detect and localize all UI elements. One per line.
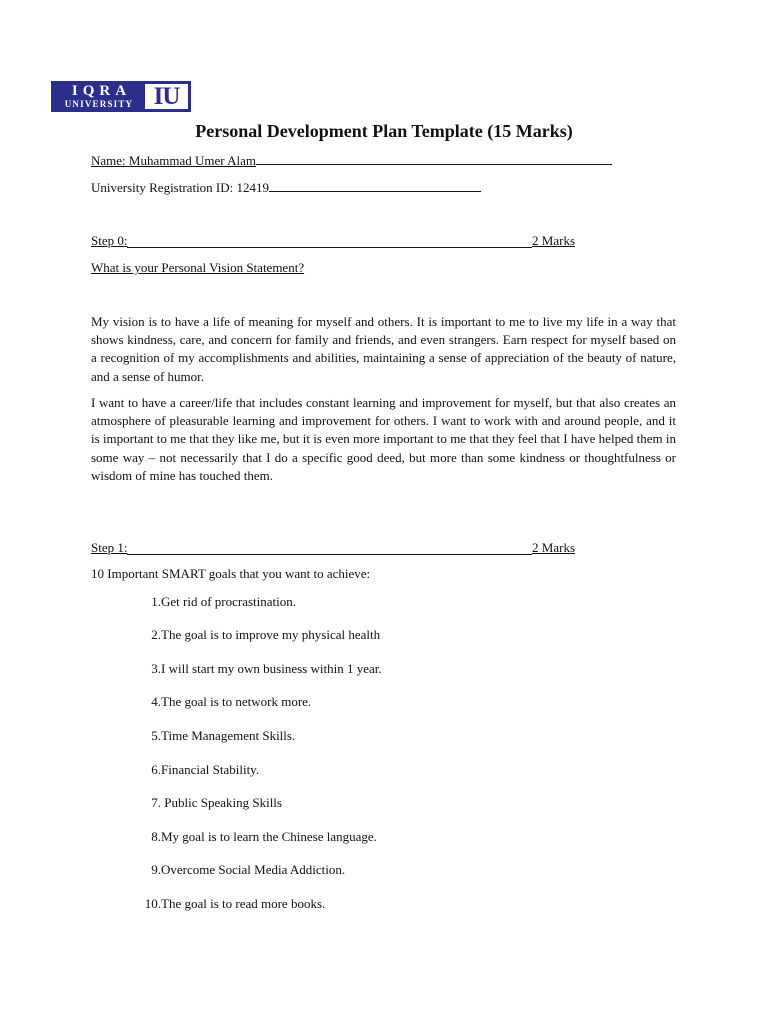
- goal-number: 8.: [151, 829, 161, 844]
- step0-question: What is your Personal Vision Statement?: [91, 260, 305, 275]
- goal-item: [131, 661, 382, 677]
- goal-text: Overcome Social Media Addiction.: [161, 862, 346, 877]
- step0-row: [91, 233, 575, 249]
- goal-number: 1.: [151, 594, 161, 609]
- step1-marks: 2 Marks: [532, 540, 575, 555]
- name-label: Name: Muhammad Umer Alam: [91, 153, 256, 168]
- goal-text: Time Management Skills.: [161, 728, 296, 743]
- step0-label: Step 0:: [91, 233, 128, 248]
- vision-paragraph-1: My vision is to have a life of meaning for myself and others. It is important to me to live my life in a way that shows kindness, care, and concern for family and friends, and even strangers. Earn respect for myself based on a recognition of my accomplishments and abilities, maintaining a sense of appreciation of the beauty of nature, and a sense of humor.: [91, 314, 676, 384]
- goal-item: [131, 795, 282, 811]
- goal-text: The goal is to read more books.: [161, 896, 326, 911]
- registration-label: University Registration ID: 12419: [91, 180, 270, 195]
- goal-item: [131, 896, 325, 912]
- goal-number: 3.: [151, 661, 161, 676]
- goal-item: [131, 829, 377, 845]
- logo-bottom-text: UNIVERSITY: [64, 99, 134, 109]
- goal-text: Financial Stability.: [161, 762, 260, 777]
- logo-wordmark: [53, 83, 145, 110]
- step-fill-rule: [127, 540, 532, 555]
- name-fill-rule: [256, 163, 612, 165]
- goal-number: 4.: [151, 694, 161, 709]
- iqra-university-logo: [51, 81, 191, 112]
- step0-marks: 2 Marks: [532, 233, 575, 248]
- logo-mark: IU: [145, 84, 188, 109]
- goal-text: I will start my own business within 1 year.: [161, 661, 382, 676]
- step-fill-rule: [127, 233, 532, 248]
- goal-text: Get rid of procrastination.: [161, 594, 297, 609]
- goal-number: 7.: [151, 795, 161, 810]
- registration-fill-rule: [269, 190, 481, 192]
- name-line: [91, 153, 612, 169]
- goal-item: [131, 594, 296, 610]
- goal-number: 6.: [151, 762, 161, 777]
- document-title: Personal Development Plan Template (15 Marks): [195, 121, 573, 141]
- goal-item: [131, 862, 345, 878]
- goal-text: Public Speaking Skills: [161, 795, 282, 810]
- step1-row: [91, 540, 575, 556]
- goal-item: [131, 762, 259, 778]
- goal-text: The goal is to improve my physical health: [161, 627, 381, 642]
- goal-item: [131, 694, 311, 710]
- goals-heading: 10 Important SMART goals that you want to achieve:: [91, 566, 371, 581]
- goal-number: 5.: [151, 728, 161, 743]
- goal-number: 2.: [151, 627, 161, 642]
- goal-text: The goal is to network more.: [161, 694, 312, 709]
- step1-label: Step 1:: [91, 540, 128, 555]
- goal-text: My goal is to learn the Chinese language.: [161, 829, 377, 844]
- goal-number: 10.: [144, 896, 161, 911]
- goal-number: 9.: [151, 862, 161, 877]
- goal-item: [131, 728, 295, 744]
- vision-paragraph-2: I want to have a career/life that includes constant learning and improvement for myself, but that also creates an atmosphere of pleasurable learning and improvement for others. I want to work with and around people, and it is important to me that they like me, but it is even more important to me that they feel that I have helped them in some way – not necessarily that I do a specific good deed, but more than some kindness or thoughtfulness or wisdom of mine has touched them.: [91, 395, 676, 483]
- goal-item: [131, 627, 380, 643]
- logo-top-text: IQRA: [71, 83, 132, 99]
- registration-line: [91, 180, 481, 196]
